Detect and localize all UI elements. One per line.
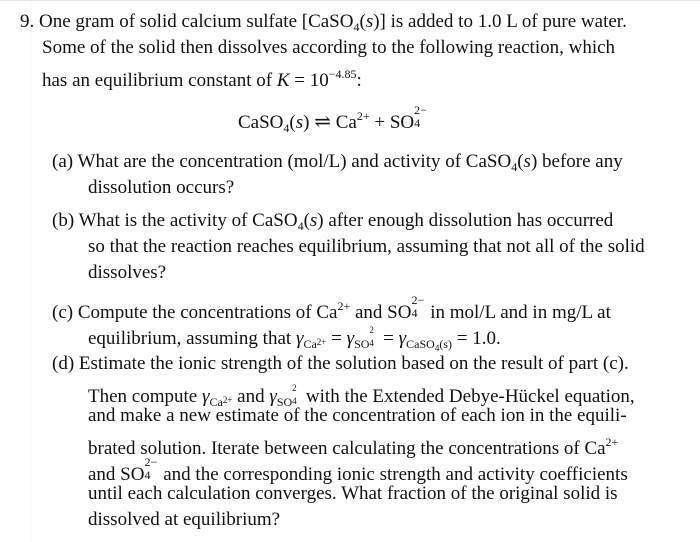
part-d-label: (d): [52, 353, 75, 374]
part-c-line-2: equilibrium, assuming that $\gamma_{Ca}2+ = \gamma_{SO}$ 2 4 = $\gamma_{CaSO4(s)} = 1.0$.: [88, 325, 501, 353]
problem-number: 9.: [20, 11, 35, 32]
part-a-label: (a): [52, 151, 74, 172]
part-c-label: (c): [52, 302, 74, 323]
problem-intro-line-3: has an equilibrium constant of $K = 10^{-4.85}$:: [42, 67, 362, 91]
sulfate-sub-sup: 2− 4: [144, 455, 158, 482]
reaction-equation: CaSO$_4$(s) ⇌ $Ca^{2+}$ + SO 2− 4: [238, 103, 427, 135]
sulfate-sub-sup: 2− 4: [414, 103, 427, 130]
part-b-label: (b): [52, 210, 75, 231]
part-d-line-7: dissolved at equilibrium?: [88, 509, 281, 530]
part-b-line-3: dissolves?: [88, 262, 167, 283]
part-d-line-3: and make a new estimate of the concentration of each ion in the equili-: [88, 405, 627, 426]
part-d-line-1: (d) Estimate the ionic strength of the solution based on the result of part (c).: [52, 353, 629, 374]
grid-line: [30, 0, 31, 542]
part-b-line-2: so that the reaction reaches equilibrium, assuming that not all of the solid: [88, 236, 645, 257]
equilibrium-arrow: ⇌: [314, 111, 331, 133]
part-b-line-1: (b) What is the activity of CaSO$_4$(s) after enough dissolution has occurred: [52, 210, 614, 233]
part-a-line-2: dissolution occurs?: [88, 177, 235, 198]
part-c-line-1: (c) Compute the concentrations of $Ca^{2+}$ and SO 2− 4 in mol/L and in mg/L at: [52, 293, 611, 323]
part-d-line-5: and SO 2− 4 and the corresponding ionic strength and activity coefficients: [88, 455, 628, 485]
part-d-line-2: Then compute $\gamma_{Ca}2+$ and $\gamma_{SO}$ 2 4 with the Extended Debye-Hückel equation,: [88, 383, 635, 409]
part-a-line-1: (a) What are the concentration (mol/L) and activity of CaSO$_4$(s) before any: [52, 151, 623, 174]
grid-line: [0, 0, 700, 1]
part-d-line-6: until each calculation converges. What fraction of the original solid is: [88, 483, 618, 504]
sulfate-sub-sup: 2− 4: [411, 293, 425, 320]
part-d-line-4: brated solution. Iterate between calculating the concentrations of $Ca^{2+}$: [88, 435, 619, 459]
problem-intro-line-1: 9. One gram of solid calcium sulfate [CaSO$_4$(s)] is added to 1.0 L of pure water.: [20, 11, 627, 34]
problem-intro-line-2: Some of the solid then dissolves according to the following reaction, which: [42, 37, 616, 58]
